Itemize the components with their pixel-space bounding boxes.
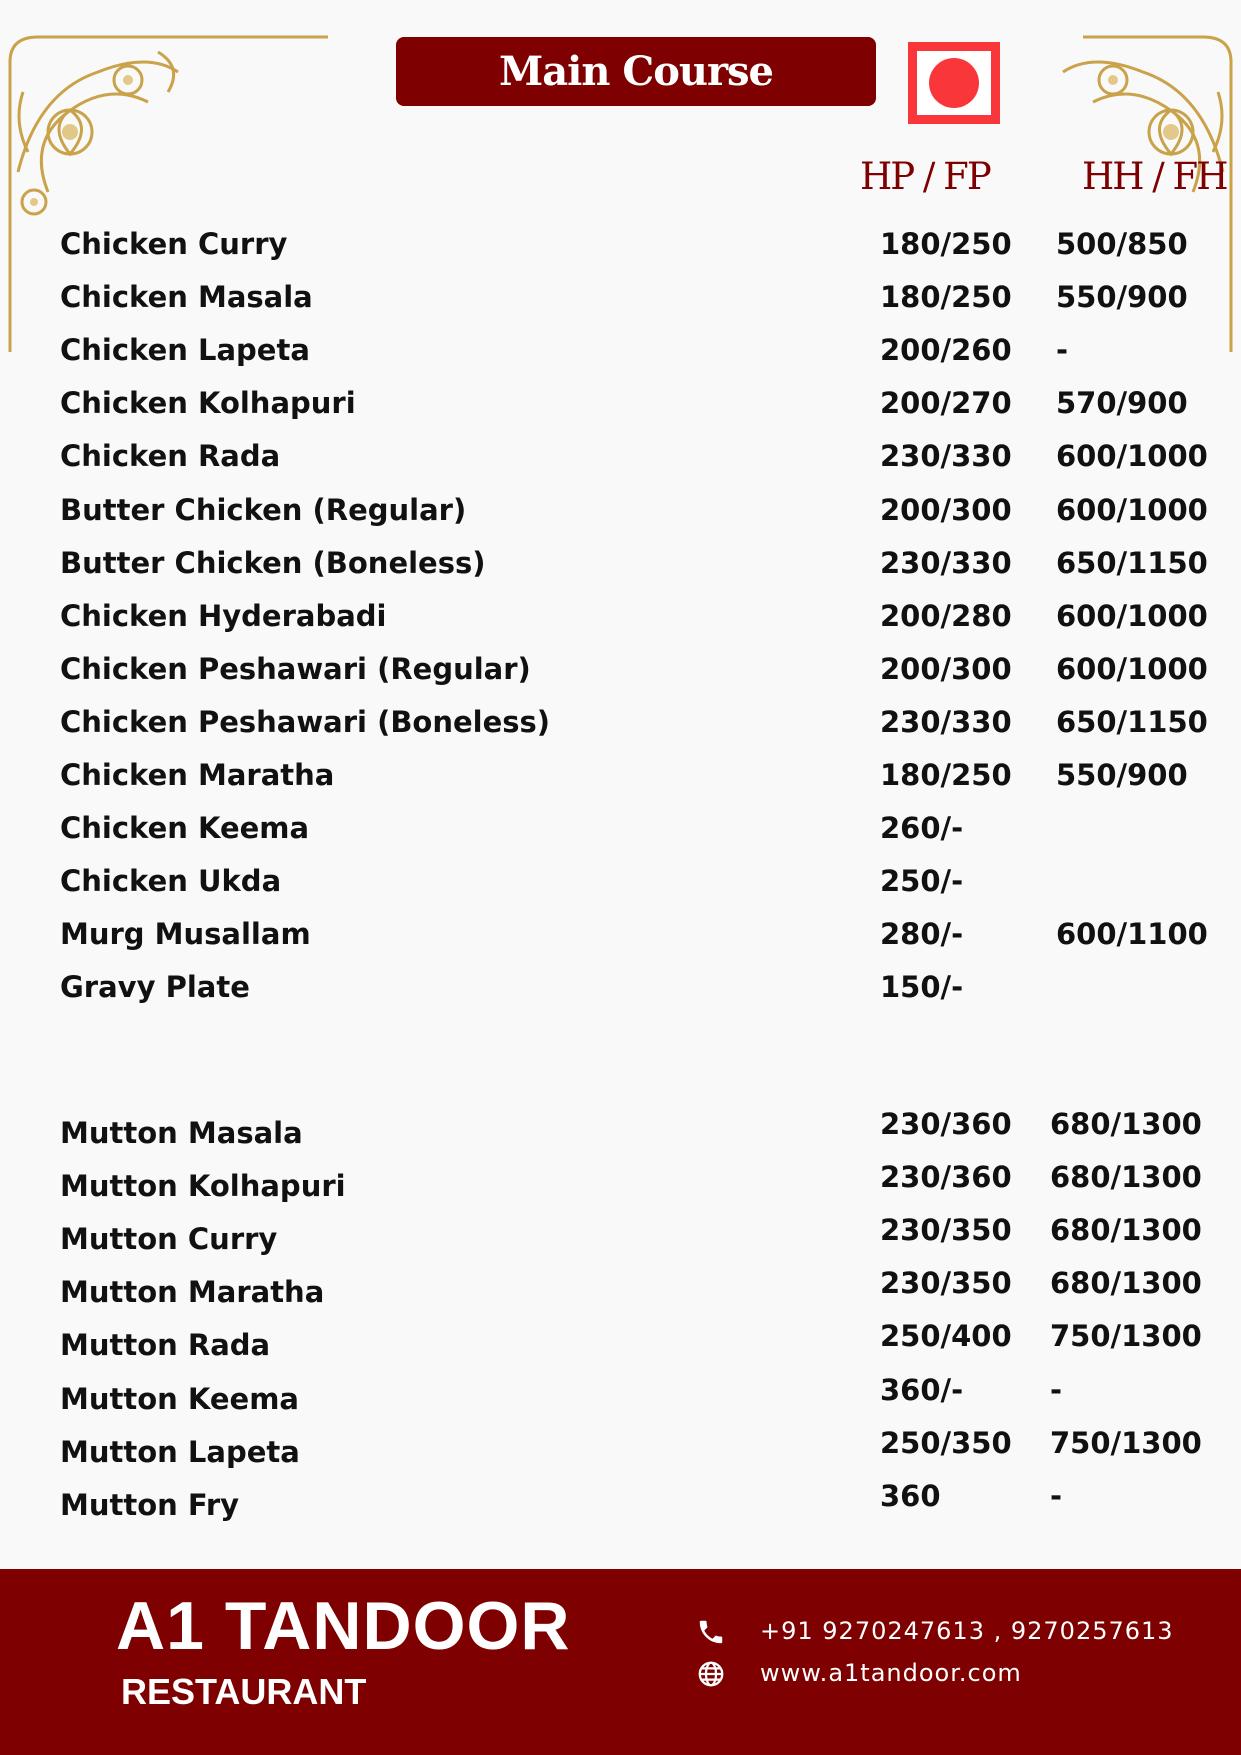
menu-item-price-plate: 200/300 xyxy=(880,651,1012,686)
menu-item-price-plate: 180/250 xyxy=(880,280,1012,315)
menu-item-price-handi: 680/1300 xyxy=(1050,1107,1202,1141)
menu-item-price-plate: 200/270 xyxy=(880,386,1012,421)
menu-item-name: Chicken Peshawari (Regular) xyxy=(60,651,531,686)
menu-item-price-handi: 750/1300 xyxy=(1050,1319,1202,1354)
menu-item xyxy=(0,1160,1241,1209)
brand-subtitle: RESTAURANT xyxy=(121,1671,367,1712)
menu-item-name: Mutton Fry xyxy=(60,1487,240,1522)
menu-item xyxy=(0,1478,1241,1528)
menu-item-price-plate: 360 xyxy=(880,1478,941,1513)
footer xyxy=(0,1569,1241,1755)
menu-item xyxy=(0,599,1241,639)
menu-item-price-plate: 250/350 xyxy=(880,1425,1012,1460)
menu-item xyxy=(0,1107,1241,1156)
menu-item xyxy=(0,864,1241,904)
menu-item-name: Mutton Keema xyxy=(60,1381,299,1416)
menu-item xyxy=(0,705,1241,745)
menu-item-price-plate: 280/- xyxy=(880,917,964,952)
menu-item-price-handi: - xyxy=(1056,333,1069,368)
menu-item xyxy=(0,1425,1241,1475)
menu-item-name: Chicken Maratha xyxy=(60,758,335,792)
menu-item-name: Mutton Lapeta xyxy=(60,1434,300,1469)
menu-item-name: Chicken Peshawari (Boneless) xyxy=(60,704,551,739)
menu-item-name: Mutton Curry xyxy=(60,1222,278,1257)
menu-item-price-plate: 230/330 xyxy=(880,545,1012,580)
menu-item-price-handi: 680/1300 xyxy=(1050,1160,1202,1195)
menu-item-price-plate: 180/250 xyxy=(880,227,1012,261)
menu-item-name: Chicken Masala xyxy=(60,280,313,315)
menu-item-price-handi: 600/1000 xyxy=(1056,651,1208,686)
menu-item xyxy=(0,1213,1241,1262)
menu-item-price-handi: 550/900 xyxy=(1056,280,1188,315)
menu-item xyxy=(0,1372,1241,1422)
menu-item-price-plate: 230/330 xyxy=(880,704,1012,739)
menu-item xyxy=(0,758,1241,798)
section-title: Main Course xyxy=(396,37,876,106)
menu-item xyxy=(0,811,1241,851)
phone-icon xyxy=(696,1617,726,1647)
menu-item-price-plate: 250/- xyxy=(880,864,964,899)
menu-item xyxy=(0,917,1241,957)
column-header-half-full-plate: HP / FP xyxy=(860,155,990,198)
globe-icon xyxy=(696,1659,726,1689)
menu-item-price-plate: 150/- xyxy=(880,970,964,1005)
menu-item xyxy=(0,970,1241,1010)
menu-item-price-handi: 680/1300 xyxy=(1050,1266,1202,1301)
menu-item-price-plate: 180/250 xyxy=(880,758,1012,792)
menu-item-name: Chicken Ukda xyxy=(60,864,282,899)
menu-item-name: Murg Musallam xyxy=(60,917,311,952)
menu-item-name: Chicken Kolhapuri xyxy=(60,386,356,421)
menu-item xyxy=(0,386,1241,426)
menu-item-price-plate: 250/400 xyxy=(880,1319,1012,1354)
menu-item-name: Mutton Rada xyxy=(60,1328,271,1363)
brand-name: A1 TANDOOR xyxy=(116,1588,571,1664)
menu-item-name: Chicken Lapeta xyxy=(60,333,310,368)
non-veg-dot xyxy=(929,58,979,108)
menu-item-price-handi: 600/1000 xyxy=(1056,439,1208,474)
menu-item-name: Gravy Plate xyxy=(60,970,250,1005)
menu-item-price-handi: 650/1150 xyxy=(1056,704,1208,739)
menu-item-name: Butter Chicken (Regular) xyxy=(60,492,467,527)
menu-item xyxy=(0,1319,1241,1368)
menu-item-price-plate: 230/360 xyxy=(880,1160,1012,1195)
menu-item xyxy=(0,280,1241,320)
menu-item-price-handi: 750/1300 xyxy=(1050,1425,1202,1460)
menu-item-price-handi: 600/1100 xyxy=(1056,917,1208,952)
menu-item-price-handi: 500/850 xyxy=(1056,227,1188,261)
menu-item xyxy=(0,227,1241,267)
menu-item xyxy=(0,493,1241,533)
menu-item-name: Chicken Keema xyxy=(60,811,310,846)
menu-item-price-plate: 200/280 xyxy=(880,598,1012,633)
menu-item-price-handi: 600/1000 xyxy=(1056,598,1208,633)
menu-item-price-handi: 550/900 xyxy=(1056,758,1188,792)
phone-numbers[interactable]: +91 9270247613 , 9270257613 xyxy=(760,1617,1174,1645)
menu-item-name: Chicken Curry xyxy=(60,227,288,261)
menu-item-name: Mutton Masala xyxy=(60,1116,303,1150)
menu-item-price-handi: - xyxy=(1050,1478,1063,1513)
menu-item-price-handi: 680/1300 xyxy=(1050,1213,1202,1248)
menu-item-price-plate: 230/350 xyxy=(880,1213,1012,1248)
menu-item-price-handi: 570/900 xyxy=(1056,386,1188,421)
menu-item xyxy=(0,439,1241,479)
menu-item xyxy=(0,1266,1241,1315)
menu-item-name: Butter Chicken (Boneless) xyxy=(60,545,486,580)
non-veg-mark-icon xyxy=(908,42,1000,124)
menu-item-price-plate: 360/- xyxy=(880,1372,964,1407)
menu-item-price-handi: - xyxy=(1050,1372,1063,1407)
menu-item-price-plate: 230/360 xyxy=(880,1107,1012,1141)
menu-item-price-plate: 200/300 xyxy=(880,492,1012,527)
menu-item-name: Mutton Maratha xyxy=(60,1275,325,1310)
menu-item-name: Chicken Hyderabadi xyxy=(60,598,387,633)
menu-item-price-plate: 200/260 xyxy=(880,333,1012,368)
menu-item xyxy=(0,652,1241,692)
column-header-half-full-handi: HH / FH xyxy=(1082,155,1227,198)
website-link[interactable]: www.a1tandoor.com xyxy=(760,1659,1022,1687)
menu-item-name: Chicken Rada xyxy=(60,439,281,474)
menu-item xyxy=(0,333,1241,373)
menu-item-price-handi: 650/1150 xyxy=(1056,545,1208,580)
menu-item-price-handi: 600/1000 xyxy=(1056,492,1208,527)
menu-item-price-plate: 230/330 xyxy=(880,439,1012,474)
menu-item-name: Mutton Kolhapuri xyxy=(60,1169,346,1204)
menu-item xyxy=(0,546,1241,586)
menu-item-price-plate: 260/- xyxy=(880,811,964,846)
menu-item-price-plate: 230/350 xyxy=(880,1266,1012,1301)
